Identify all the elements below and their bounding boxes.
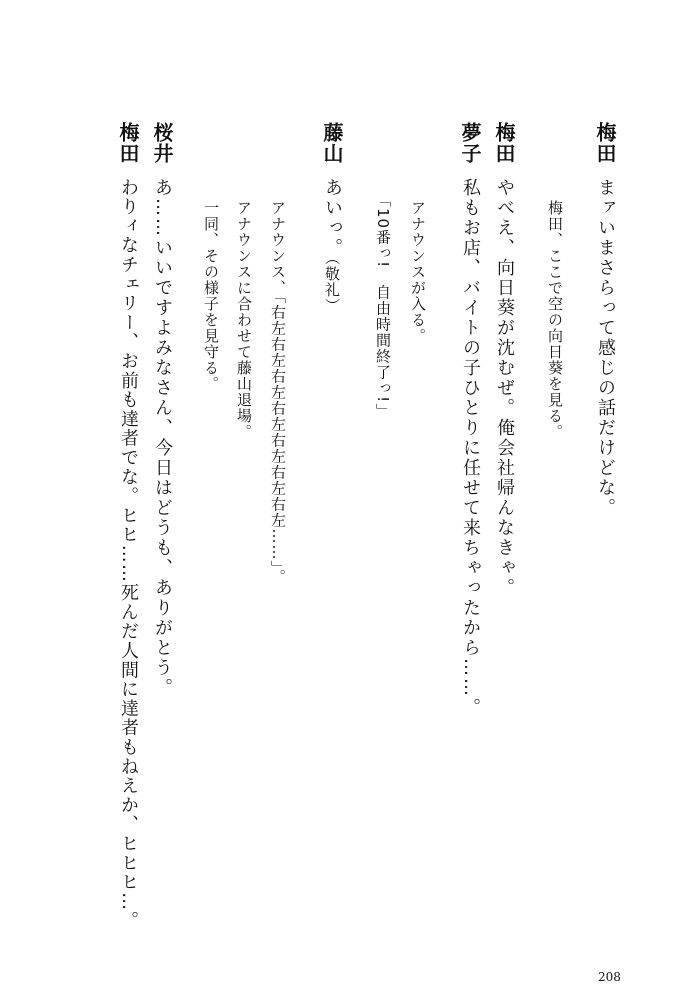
dialogue-text: あいっ。 bbox=[322, 178, 343, 258]
stage-direction: 梅田、ここで空の向日葵を見る。 bbox=[546, 200, 564, 440]
speaker-name: 夢子 bbox=[458, 122, 482, 164]
stage-direction: アナウンス、「右左右左右左右左右左右左右左……」。 bbox=[269, 200, 287, 585]
dialogue-text: あ……いいですよみなさん、今日はどうも、ありがとう。 bbox=[152, 178, 173, 698]
speaker-name: 桜井 bbox=[150, 122, 174, 164]
speaker-name: 梅田 bbox=[116, 122, 140, 164]
stage-direction: アナウンスが入る。 bbox=[409, 200, 427, 344]
speaker-name: 梅田 bbox=[593, 122, 617, 164]
stage-note: （敬礼） bbox=[323, 250, 341, 314]
speaker-name: 藤山 bbox=[320, 122, 344, 164]
dialogue-text: 私もお店、バイトの子ひとりに任せて来ちゃったから……。 bbox=[460, 178, 481, 718]
page-number: 208 bbox=[598, 970, 621, 984]
speaker-name: 梅田 bbox=[492, 122, 516, 164]
dialogue-text: やべえ、向日葵が沈むぜ。俺会社帰んなきゃ。 bbox=[494, 178, 515, 598]
dialogue-text: まァいまさらって感じの話だけどな。 bbox=[595, 178, 616, 518]
dialogue-text: わりィなチェリー、お前も達者でな。ヒヒ……死んだ人間に達者もねえか、ヒヒヒ…。 bbox=[118, 178, 139, 931]
stage-direction: アナウンスに合わせて藤山退場。 bbox=[235, 200, 253, 440]
stage-direction: 「10番っ! 自由時間終了っ!」 bbox=[374, 192, 392, 420]
stage-direction: 一同、その様子を見守る。 bbox=[202, 200, 220, 392]
